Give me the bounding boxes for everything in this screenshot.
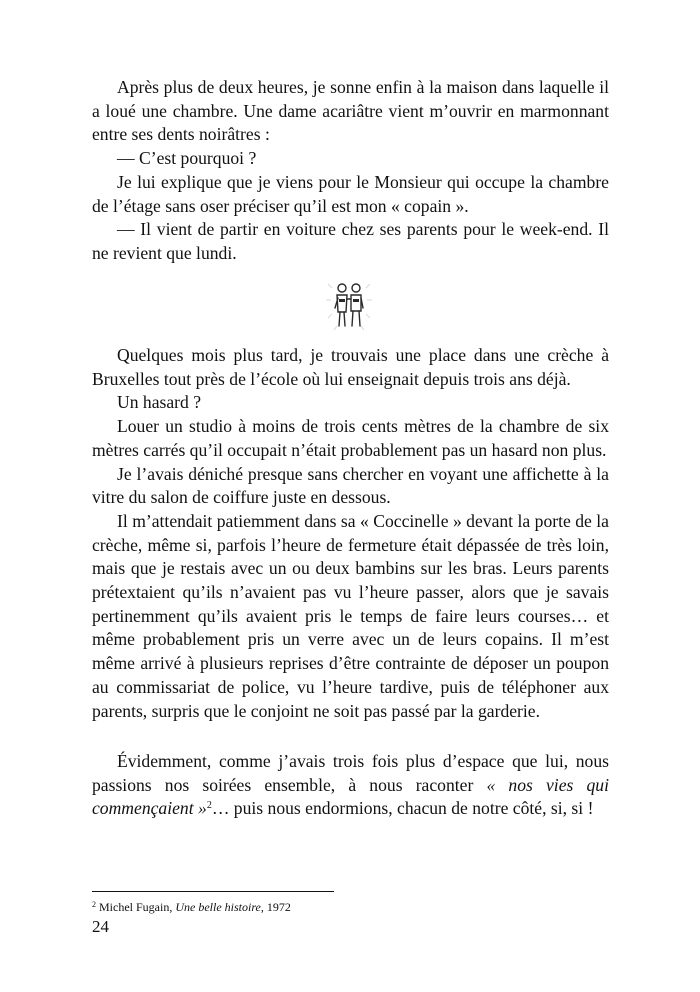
paragraph: Un hasard ? xyxy=(117,392,202,413)
footnote-title: Une belle histoire xyxy=(175,900,261,914)
song-quote: « nos vies qui commençaient » xyxy=(92,774,609,819)
footnote-separator xyxy=(92,891,334,892)
footnote-year: , 1972 xyxy=(260,900,291,914)
footnote-author: Michel Fugain, xyxy=(96,900,176,914)
paragraph: Après plus de deux heures, je sonne enfin à la maison dans laquelle il a loué une chambre. Une dame acariâtre vient m’ouvrir en marmonnant entre ses dents noirâtres : xyxy=(92,77,609,145)
dialogue-line: — Il vient de partir en voiture chez ses parents pour le week-end. Il ne revient que lundi. xyxy=(92,219,609,263)
section-visit xyxy=(92,76,609,266)
paragraph: Je l’avais déniché presque sans chercher en voyant une affichette à la vitre du salon de coiffure juste en dessous. xyxy=(92,463,609,508)
footnote-reference[interactable]: 2 xyxy=(206,800,212,812)
dialogue-line: — C’est pourquoi ? xyxy=(117,148,257,169)
paragraph: Je lui explique que je viens pour le Monsieur qui occupe la chambre de l’étage sans oser préciser qu’il est mon « copain ». xyxy=(92,171,609,216)
paragraph: Il m’attendait patiemment dans sa « Coccinelle » devant la porte de la crèche, même si, parfois l’heure de fermeture était dépassée de très loin, mais que je restais avec un ou deux bambins sur les bras. Leurs parents prétextaient qu’ils n’avaient pas vu l’heure passer, alors que je savais pertinemment qu’ils avaient pris le temps de faire leurs courses… et même probablement pris un verre avec un de leurs copains. Il m’est même arrivé à plusieurs reprises d’être contrainte de déposer un poupon au commissariat de police, vu l’heure tardive, puis de téléphoner aux parents, surpris que le conjoint ne soit pas passé par la garderie. xyxy=(92,510,609,721)
paragraph xyxy=(92,750,609,821)
paragraph: Quelques mois plus tard, je trouvais une place dans une crèche à Bruxelles tout près de l’école où lui enseignait depuis trois ans déjà. xyxy=(92,345,609,389)
footnote-number: 2 xyxy=(92,900,96,909)
footnote xyxy=(92,900,592,914)
section-creche xyxy=(92,344,609,723)
paragraph: Louer un studio à moins de trois cents mètres de la chambre de six mètres carrés qu’il occupait n’était probablement pas un hasard non plus. xyxy=(92,416,609,460)
page-number: 24 xyxy=(92,917,109,936)
paragraph-tail: … puis nous endormions, chacun de notre côté, si, si ! xyxy=(211,798,594,819)
couple-figurine-icon xyxy=(320,278,378,336)
section-evenings xyxy=(92,750,609,821)
paragraph-lead: Évidemment, comme j’avais trois fois plus d’espace que lui, nous passions nos soirées ensemble, à nous raconter xyxy=(92,751,609,795)
